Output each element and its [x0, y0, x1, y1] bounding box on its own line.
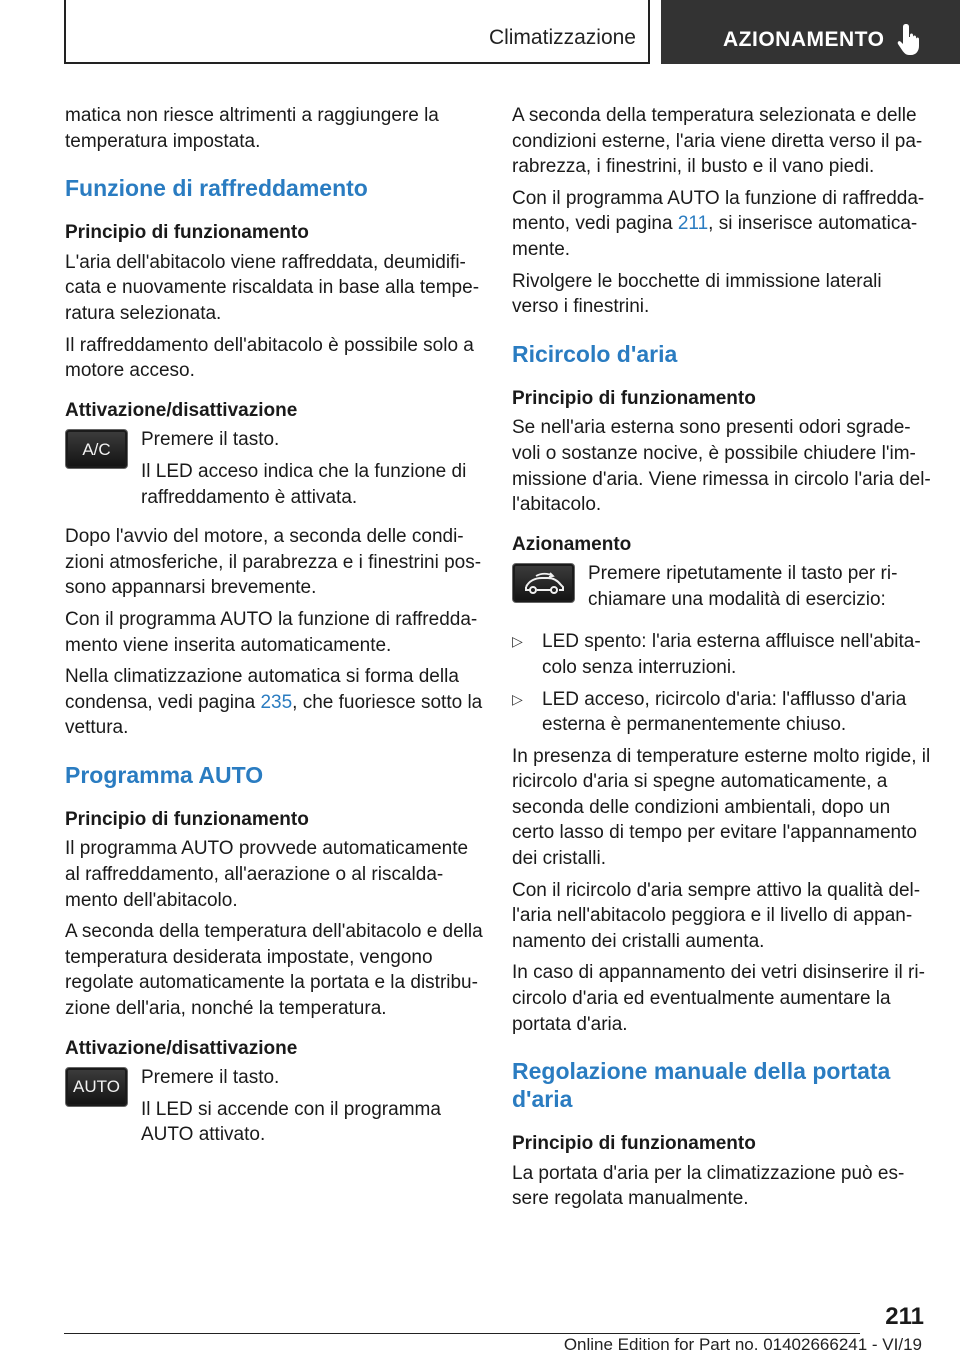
- auto-text-post: , si inserisce automatica-mente.: [512, 213, 918, 260]
- recirc-mode-list: [512, 629, 932, 737]
- subheading-principle-r: Principio di funzionamento: [512, 387, 756, 409]
- page-link-235[interactable]: 235: [260, 691, 293, 713]
- paragraph-manual: La portata d'aria per la climatizzazione può es-sere regolata manualmente.: [512, 1162, 905, 1210]
- ac-key-row: [65, 427, 485, 510]
- paragraph-auto-2: A seconda della temperatura dell'abitacolo e della temperatura desiderata impostate, vengono regolate automaticamente la portata e la distribu-zione dell'aria, nonché la temperatura.: [65, 921, 483, 1020]
- auto-led-text: Il LED si accende con il programma AUTO attivato.: [141, 1098, 441, 1146]
- recirculation-car-icon: [512, 563, 575, 603]
- footer-rule: [64, 1333, 860, 1334]
- subheading-principle: Principio di funzionamento: [65, 222, 309, 244]
- header-rule-bottom: [64, 62, 650, 64]
- paragraph-start: Dopo l'avvio del motore, a seconda delle condi-zioni atmosferiche, il parabrezza e i finestrini pos-sono appannarsi brevemente.: [65, 526, 482, 599]
- paragraph-quality: Con il ricircolo d'aria sempre attivo la qualità del-l'aria nell'abitacolo peggiora e il livello di appan-namento dei cristalli aumenta.: [512, 879, 921, 952]
- recirc-press-text: Premere ripetutamente il tasto per ri-chiamare una modalità di esercizio:: [588, 563, 898, 610]
- recirc-key-row: [512, 561, 932, 615]
- heading-cooling: Funzione di raffreddamento: [65, 175, 368, 202]
- auto-key-row: [65, 1065, 485, 1148]
- bullet-text: LED spento: l'aria esterna affluisce nell'abita-colo senza interruzioni.: [542, 631, 921, 678]
- heading-manual-airflow: Regolazione manuale della portata d'aria: [512, 1058, 891, 1113]
- subheading-operation: Azionamento: [512, 533, 632, 555]
- pointing-hand-icon: [897, 22, 927, 56]
- ac-led-text: Il LED acceso indica che la funzione di raffreddamento è attivata.: [141, 460, 467, 508]
- header-rule-divider: [648, 0, 650, 64]
- condensa-text-pre: Nella climatizzazione automatica si forma della condensa, vedi pagina: [65, 666, 459, 713]
- paragraph-auto-program: [512, 186, 932, 263]
- edition-text: Online Edition for Part no. 01402666241 - VI/19: [563, 1335, 922, 1354]
- paragraph-fog: In caso di appannamento dei vetri disinserire il ri-circolo d'aria ed eventualmente aumentare la portata d'aria.: [512, 962, 925, 1035]
- triangle-bullet-icon: ▷: [512, 633, 523, 650]
- paragraph-auto-cool: Con il programma AUTO la funzione di raffredda-mento viene inserita automaticamente.: [65, 608, 478, 656]
- recirculation-symbol: [520, 570, 568, 596]
- page-number: 211: [885, 1303, 924, 1330]
- auto-button-label: AUTO: [73, 1077, 120, 1097]
- subheading-principle-2: Principio di funzionamento: [65, 808, 309, 830]
- paragraph-cold: In presenza di temperature esterne molto rigide, il ricircolo d'aria si spegne automaticamente, a seconda delle condizioni ambientali, dopo un certo lasso di tempo per evitare l'appannamento dei cristalli.: [512, 745, 931, 870]
- paragraph-auto-1: Il programma AUTO provvede automaticamente al raffreddamento, all'aerazione o al riscalda-mento dell'abitacolo.: [65, 838, 469, 911]
- paragraph-cool-1: L'aria dell'abitacolo viene raffreddata, deumidifi-cata e nuovamente riscaldata in base alla tempe-ratura selezionata.: [65, 251, 480, 324]
- subheading-onoff: Attivazione/disattivazione: [65, 399, 298, 421]
- auto-button-icon: [65, 1067, 128, 1107]
- list-item: [512, 687, 932, 738]
- condensa-text-post: , che fuoriesce sotto la vettura.: [65, 691, 483, 739]
- ac-button-icon: [65, 429, 128, 469]
- paragraph-vents: Rivolgere le bocchette di immissione laterali verso i finestrini.: [512, 270, 882, 318]
- paragraph-recirc-1: Se nell'aria esterna sono presenti odori sgrade-voli o sostanze nocive, è possibile chiudere l'im-missione d'aria. Viene rimessa in circolo l'aria del-l'abitacolo.: [512, 417, 931, 516]
- section-title: Climatizzazione: [488, 26, 636, 49]
- auto-press-text: Premere il tasto.: [141, 1067, 280, 1089]
- ac-press-text: Premere il tasto.: [141, 429, 280, 451]
- header-rule-left: [64, 0, 66, 64]
- bullet-text: LED acceso, ricircolo d'aria: l'afflusso d'aria esterna è permanentemente chiuso.: [542, 688, 907, 736]
- triangle-bullet-icon: ▷: [512, 690, 523, 707]
- auto-text-pre: Con il programma AUTO la funzione di raffredda-mento, vedi pagina: [512, 187, 925, 235]
- heading-recirculation: Ricircolo d'aria: [512, 340, 678, 367]
- subheading-principle-r2: Principio di funzionamento: [512, 1133, 756, 1155]
- list-item: [512, 629, 932, 680]
- heading-auto: Programma AUTO: [65, 761, 264, 788]
- paragraph-distribution: A seconda della temperatura selezionata e delle condizioni esterne, l'aria viene diretta verso il pa-rabrezza, i finestrini, il busto e il vano piedi.: [512, 105, 923, 178]
- left-column: [65, 103, 485, 1154]
- chapter-tab[interactable]: [661, 0, 960, 64]
- page-header: [0, 0, 960, 66]
- page-link-211[interactable]: 211: [677, 213, 709, 235]
- ac-button-label: A/C: [82, 439, 111, 459]
- chapter-title: AZIONAMENTO: [723, 28, 885, 51]
- subheading-onoff-2: Attivazione/disattivazione: [65, 1037, 298, 1059]
- right-column: [512, 103, 932, 1218]
- paragraph-condensa: [65, 664, 485, 741]
- paragraph-intro: matica non riesce altrimenti a raggiungere la temperatura impostata.: [65, 105, 439, 152]
- paragraph-cool-2: Il raffreddamento dell'abitacolo è possibile solo a motore acceso.: [65, 334, 474, 382]
